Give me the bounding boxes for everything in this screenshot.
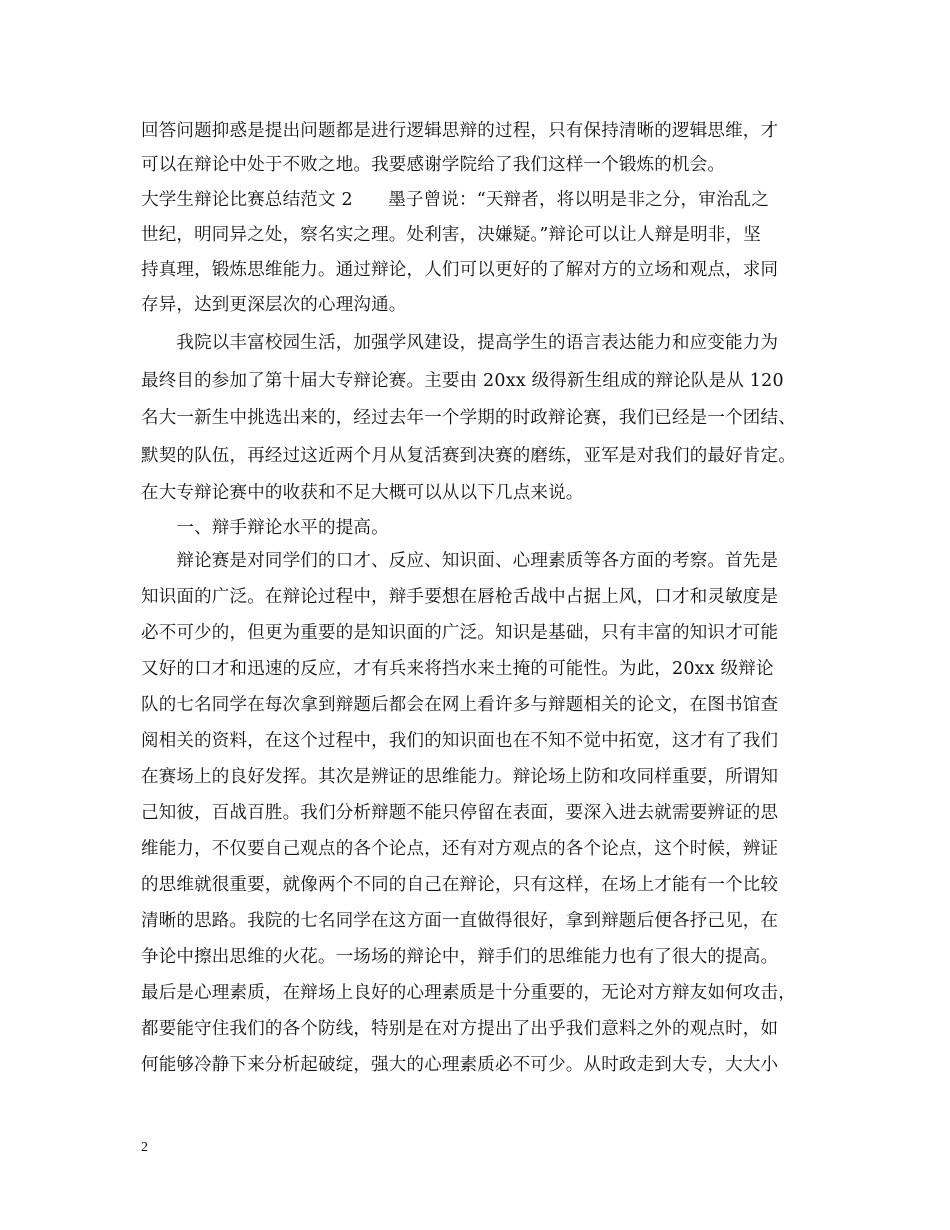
text-line: 可以在辩论中处于不败之地。我要感谢学院给了我们这样一个锻炼的机会。 [141, 155, 726, 175]
text-line: 辩论赛是对同学们的口才、反应、知识面、心理素质等各方面的考察。首先是 [141, 551, 779, 571]
text-line: 争论中擦出思维的火花。一场场的辩论中，辩手们的思维能力也有了很大的提高。 [141, 947, 779, 967]
text-line: 何能够冷静下来分析起破绽，强大的心理素质必不可少。从时政走到大专，大大小 [141, 1055, 779, 1075]
text-line: 清晰的思路。我院的七名同学在这方面一直做得很好，拿到辩题后便各抒己见，在 [141, 911, 779, 931]
text-line: 维能力，不仅要自己观点的各个论点，还有对方观点的各个论点，这个时候，辨证 [141, 839, 779, 859]
text-line: 我院以丰富校园生活，加强学风建设，提高学生的语言表达能力和应变能力为 [141, 333, 779, 353]
text-line: 的思维就很重要，就像两个不同的自己在辩论，只有这样，在场上才能有一个比较 [141, 875, 779, 895]
page-number: 2 [141, 1140, 148, 1155]
text-line: 名大一新生中挑选出来的，经过去年一个学期的时政辩论赛，我们已经是一个团结、 [141, 408, 796, 428]
text-line: 大学生辩论比赛总结范文 2 墨子曾说：“天辩者，将以明是非之分，审治乱之 [141, 190, 770, 210]
text-line: 知识面的广泛。在辩论过程中，辩手要想在唇枪舌战中占据上风，口才和灵敏度是 [141, 587, 779, 607]
text-line: 都要能守住我们的各个防线，特别是在对方提出了出乎我们意料之外的观点时，如 [141, 1019, 779, 1039]
text-line: 持真理，锻炼思维能力。通过辩论，人们可以更好的了解对方的立场和观点，求同 [141, 260, 779, 280]
text-line: 最终目的参加了第十届大专辩论赛。主要由 20xx 级得新生组成的辩论队是从 120 [141, 371, 784, 391]
text-line: 阅相关的资料，在这个过程中，我们的知识面也在不知不觉中拓宽，这才有了我们 [141, 731, 779, 751]
text-line: 在赛场上的良好发挥。其次是辨证的思维能力。辩论场上防和攻同样重要，所谓知 [141, 767, 779, 787]
text-line: 必不可少的，但更为重要的是知识面的广泛。知识是基础，只有丰富的知识才可能 [141, 623, 779, 643]
text-line: 回答问题抑惑是提出问题都是进行逻辑思辩的过程，只有保持清晰的逻辑思维，才 [141, 121, 779, 141]
text-line: 默契的队伍，再经过这近两个月从复活赛到决赛的磨练，亚军是对我们的最好肯定。 [141, 446, 796, 466]
text-line: 最后是心理素质，在辩场上良好的心理素质是十分重要的，无论对方辩友如何攻击， [141, 983, 796, 1003]
text-line: 又好的口才和迅速的反应，才有兵来将挡水来土掩的可能性。为此，20xx 级辩论 [141, 659, 774, 679]
text-line: 世纪，明同异之处，察名实之理。处利害，决嫌疑。”辩论可以让人辩是明非，坚 [141, 225, 761, 245]
text-line: 队的七名同学在每次拿到辩题后都会在网上看许多与辩题相关的论文，在图书馆查 [141, 695, 779, 715]
text-line: 己知彼，百战百胜。我们分析辩题不能只停留在表面，要深入进去就需要辨证的思 [141, 803, 779, 823]
text-line: 存异，达到更深层次的心理沟通。 [141, 295, 407, 315]
text-line: 在大专辩论赛中的收获和不足大概可以从以下几点来说。 [141, 483, 584, 503]
section-heading: 一、辩手辩论水平的提高。 [141, 518, 389, 538]
